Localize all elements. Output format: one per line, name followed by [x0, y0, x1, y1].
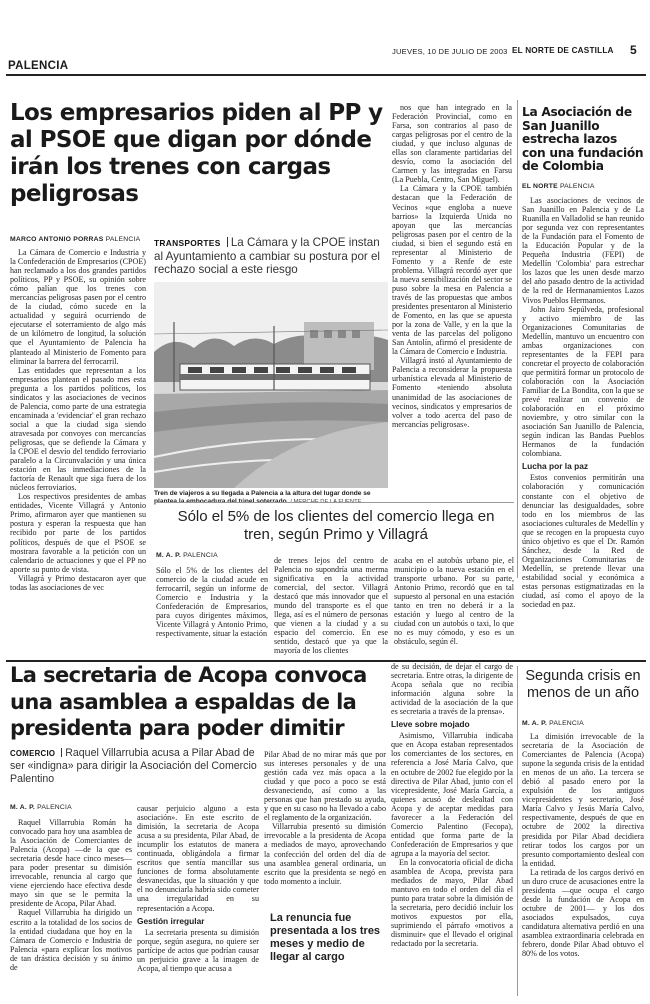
sidebar1-author: EL NORTE [522, 183, 558, 190]
article3-subhead-2: Lleve sobre mojado [391, 719, 470, 730]
sidebar2-paragraph: La retirada de los cargos derivó en un duro cruce de acusaciones entre la presidenta —que ocupa el cargo desde la fundación de Acopa en octubre de 2001— y los dos asociados expulsados, cuya candidatura alternativa perdió en una asamblea extraordinaria celebrada en febrero, donde Pilar Abad obtuvo el 80% de los votos. [522, 867, 644, 959]
article3-paragraph: causar perjuicio alguno a esta asociación». En este escrito de dimisión, la secretaria de Acopa acusa a su presidenta, Pilar Abad, de incumplir los estatutos de manera continuada, obligándola a firmar escritos que sentía mancillar sus funciones de forma absolutamente desvanecidas, que la situación y que el no denunciarla habría sido cometer una irregularidad en su representación a Acopa. [137, 804, 259, 913]
train-station-illustration [154, 282, 388, 488]
article1-paragraph: nos que han integrado en la Federación Provincial, como en Farsa, son contrarios al paso de cargas peligrosas por el centro de la ciudad, y que incluso algunas de ellas son claramente partidarias del desvío, como la asociación del Carmen y las integradas en Farsu (La Puebla, Centro, San Miguel). [392, 103, 512, 185]
article1-byline [10, 236, 140, 243]
article1-paragraph: Las entidades que representan a los empresarios plantean el pasado mes esta pregunta a los partidos políticos, los sindicatos y las asociaciones de vecinos de Palencia, como parte de una estrategia encaminada a 'evidenciar' el gran rechazo social a que la ciudad siga siendo atravesada por convoyes con mercancías peligrosas, que se defiende la Cámara y la CPOE el desvío del tendido ferroviario paralelo a la Circunvalación y una única estación en las inmediaciones de la factoría de Renault que siga fuera de los núcleos ferroviarios. [10, 365, 146, 493]
article2-author: M. A. P. [156, 552, 182, 559]
article1-place: PALENCIA [105, 236, 141, 243]
article1-kicker-divider [227, 237, 228, 247]
article2-column-1: Sólo el 5% de los clientes del comercio de la ciudad acude en ferrocarril, según un informe de Comercio e Industria y la Confederación de Empresarios, para cuyos dirigentes máximos, Vicente Villagrá y Antonio Primo, respectivamente, situar la estación [156, 566, 268, 639]
article3-paragraph: de su decisión, de dejar el cargo de secretaria. Entre otras, la dirigente de Acopa señala que no recibía información alguna sobre la actividad de la asociación de la que es secretaria a través de la prensa». [391, 662, 513, 717]
sidebar2-paragraph: La dimisión irrevocable de la secretaria de la Asociación de Comerciantes de Palencia (Acopa) supone la segunda crisis de la entidad en menos de un año. La tercera se debió al pasado enero por la expulsión de los antiguos vicepresidentes y secretario, José María Calvo y Jesús María Calvo, respectivamente, después de que en octubre de 2002 la directiva presidida por Pilar Abad decidiera retirar todos los cargos por un presunto comportamiento desleal con la entidad. [522, 732, 644, 868]
article3-paragraph: La secretaria presenta su dimisión porque, según asegura, no quiere ser partícipe de actos que podrían causar un perjuicio grave a la imagen de Acopa, al tiempo que acusa a [137, 927, 259, 973]
sidebar1-paragraph: Estos convenios permitirán una colaboración y comunicación constante con el objetivo de denunciar las desigualdades, sobre todo en los miembros de las asociaciones culturales de Medellín y que se recogen en la propuesta cuyo único objetivo es que el Dr. Ramón Sánchez, desde la Red de Organizaciones Comunitarias de Medellín, se pretende llevar una estabilidad social y económica a estas personas estigmatizadas en la ciudad, así como el apoyo de la sociedad en paz. [522, 473, 644, 610]
page-header [6, 44, 644, 62]
article3-paragraph: Asimismo, Villarrubia indicaba que en Acopa estaban representados los comerciantes de los sectores, en referencia a José María Calvo, que en octubre de 2002 fue elegido por la directiva de Pilar Abad, junto con el vicepresidente, José María García, a quienes acusó de deslealtad con Acopa y de aceptar medidas para favorecer a la Federación del Comercio Palentino (Fecopa), entidad que forma parte de la Confederación de Empresarios y que agrupa a la mayoría del sector. [391, 731, 513, 858]
article2-top-rule [154, 502, 514, 503]
article3-headline: La secretaria de Acopa convoca una asamblea a espaldas de la presidenta para poder dimitir [10, 663, 367, 740]
article3-author: M. A. P. [10, 804, 36, 811]
sidebar1-paragraph: Las asociaciones de vecinos de San Juanillo en Palencia y de La Ruanilla en Valladolid se han reunido por segunda vez con representantes de la Fundación para el Fomento de la Educación Popular y de la Pequeña Industria (FEPI) de Medellín 'Colombia' para estrechar los lazos que les unen desde marzo del año pasado dentro de la actividad de la red de Hermanamientos Lazos Vivos Pueblos Hermanos. [522, 196, 644, 305]
article3-place: PALENCIA [37, 804, 72, 811]
article2-column-2: de trenes lejos del centro de Palencia no supondría una merma significativa en la actividad comercial, del sector. Villagrá destacó que más innovador que el mundo del transporte es el que llega, así es el número de personas que vienen a la ciudad y a su espacio del comercio. En ese sentido, destacó que ya que la mayoría de los clientes [274, 556, 388, 656]
article3-column-4 [391, 662, 513, 996]
article3-paragraph: Raquel Villarrubia ha dirigido un escrito a la totalidad de los socios de la entidad ciudadana que hoy en la Cámara de Comercio e Industria de Palencia «para explicar los motivos de tan drástica decisión y su ánimo de [10, 908, 132, 972]
sidebar2-place: PALENCIA [549, 720, 584, 727]
article2-column-3: acaba en el autobús urbano pie, el municipio o la nueva estación en el transporte urbano. Por su parte, Antonio Primo, recordó que en tal supuesto al personal en una estación tanto en tren no deberá ir a la estación y luego al centro de la ciudad con un autobús o taxi, lo que no es muy cómodo, y eso es un obstáculo, según él. [394, 556, 514, 647]
article3-byline [10, 804, 72, 811]
sidebar2-divider [517, 666, 518, 996]
article1-headline: Los empresarios piden al PP y al PSOE que digan por dónde irán los trenes con cargas peligrosas [10, 100, 383, 207]
article3-paragraph: En la convocatoria oficial de dicha asamblea de Acopa, prevista para mediados de mayo, Pilar Abad mantuvo en todo el orden del día el punto para tratar sobre la dimisión de la secretaria, pero decidió incluir los motivos expuestos por ella, suprimiendo el párrafo «motivos a disminuir» que el llevado el original redactado por la secretaria. [391, 857, 513, 949]
sidebar1-headline: La Asociación de San Juanillo estrecha lazos con una fundación de Colombia [522, 105, 644, 174]
article3-kicker-divider [61, 748, 62, 757]
article1-paragraph: Villagrá instó al Ayuntamiento de Palencia a reconsiderar la propuesta urbanística elevada al Ministerio de Fomento «teniendo absoluta unanimidad de las asociaciones de vecinos, sindicatos y empresarios de volver a todo acerca del paso de mercancías peligrosas». [392, 356, 512, 429]
section-title: PALENCIA [8, 60, 69, 72]
article3-deck [10, 747, 260, 785]
sidebar2-body [522, 732, 644, 996]
article3-column-1 [10, 818, 132, 996]
sidebar1-place: PALENCIA [559, 183, 595, 190]
article2-place: PALENCIA [183, 552, 218, 559]
article3-paragraph: Raquel Villarrubia Román ha convocado para hoy una asamblea de la Asociación de Comerciantes de Palencia (Acopa) —de la que es secretaria desde hace cinco meses— para poder presentar su dimisión irrevocable, renuncia al cargo que viene ejerciendo hace efectiva desde mayo sin que se le permita la presidente de Acopa, Pilar Abad. [10, 818, 132, 909]
article1-photo-caption [154, 490, 388, 506]
header-date: JUEVES, 10 DE JULIO DE 2003 [392, 47, 508, 56]
sidebar2-byline [522, 720, 584, 727]
sidebar1-subhead: Lucha por la paz [522, 461, 589, 472]
article1-author: MARCO ANTONIO PORRAS [10, 236, 104, 243]
article1-paragraph: La Cámara y la CPOE también destacan que la Federación de Vecinos «que engloba a nueve barrios» la Izquierda Unida no apoyan que las mercancías peligrosas pasen por el centro de la ciudad, si bien el segundo está en representar al Ministerio de Fomento y a Renfe de este problema. Villagrá recordó ayer que la nueva sensibilización del sector se puso sobre la mesa en Palencia a través de las propuestas que ambos presidentes presentaron al Ministerio de Fomento, en las que se apuesta por la zona de Valle, y en la que la venta de las parcelas del polígono San Antolín, afirmó el presidente de la Cámara de Comercio e Industria. [392, 184, 512, 357]
article3-deck-text: Raquel Villarrubia acusa a Pilar Abad de ser «indigna» para dirigir la Asociación del Comercio Palentino [10, 747, 257, 785]
article2-headline: Sólo el 5% de los clientes del comercio llega en tren, según Primo y Villagrá [177, 508, 495, 543]
article1-photo [154, 282, 388, 488]
article1-deck-text: La Cámara y la CPOE instan al Ayuntamiento a cambiar su postura por el rechazo social a este riesgo [154, 236, 380, 276]
sidebar2-headline: Segunda crisis en menos de un año [525, 668, 641, 701]
sidebar1-divider [517, 100, 518, 578]
article1-paragraph: La Cámara de Comercio e Industria y la Confederación de Empresarios (CPOE) han reclamado a los dos grandes partidos políticos, PP y PSOE, su opinión sobre cómo palían que los trenes con mercancías peligrosas pasen por el centro de la ciudad, cómo sucede en la actualidad y seguirá ocurriendo de ejecutarse el soterramiento de algo más de un kilómetro de longitud, la solución que el Ayuntamiento de Palencia ha planteado al Ministerio de Fomento para eliminar la barrera del ferrocarril. [10, 248, 146, 366]
article1-deck [154, 236, 388, 276]
article3-paragraph: Pilar Abad de no mirar más que por sus intereses personales y de una gestión cada vez más opaca a la ciudad y que poco a poco se está desvaneciendo, así como a las personas que han prestado su ayuda, y que en su caso no ha llevado a cabo el reglamento de la organización. [264, 750, 386, 823]
article1-kicker: TRANSPORTES [154, 238, 221, 248]
article3-column-2 [137, 804, 259, 996]
sidebar1-body [522, 196, 644, 610]
article1-column-2 [392, 103, 512, 485]
sidebar1-paragraph: John Jairo Sepúlveda, profesional y activo miembro de las Organizaciones Comunitarias de Medellín, mantuvo un encuentro con ambas organizaciones con representantes de la FEPI para concretar el proyecto de colaboración que permitirá formar un protocolo de colaboración con la Asociación Familiar de La Bondita, con la que se prevé realizar un convenio de colaboración en el próximo noviembre, y otro similar con la asociación San Juanillo de Palencia, según indican las Bandas Pueblos Hermanos de la fundación colombiana. [522, 304, 644, 459]
article1-column-1 [10, 248, 146, 592]
article3-paragraph: Villarrubia presentó su dimisión irrevocable a la presidenta de Acopa a mediados de mayo, aprovechando la confección del orden del día de una asamblea general ordinaria, un escrito que la presidenta se negó en todo momento a incluir. [264, 822, 386, 886]
sidebar1-byline [522, 183, 595, 190]
article1-paragraph: Villagrá y Primo destacaron ayer que todas las asociaciones de vec [10, 573, 146, 592]
article3-kicker: COMERCIO [10, 749, 56, 758]
header-paper: EL NORTE DE CASTILLA [512, 46, 614, 55]
article3-column-3 [264, 750, 386, 910]
article3-subhead-1: Gestión irregular [137, 915, 205, 926]
header-rule [6, 74, 646, 76]
article1-paragraph: Los respectivos presidentes de ambas entidades, Vicente Villagrá y Antonio Primo, afirmaron ayer que mantienen su postura y esperan la respuesta que han recibido por parte de los partidos políticos, después de que el PSOE se mostrara favorable a la petición con un calendario de actuaciones y que el PP no aporte su punto de vista. [10, 492, 146, 574]
article2-byline [156, 552, 218, 559]
article3-pullquote: La renuncia fue presentada a los tres meses y medio de llegar al cargo [270, 912, 381, 963]
header-page-number: 5 [630, 43, 637, 57]
article1-caption-text: Tren de viajeros a su llegada a Palencia a la altura del lugar donde se [154, 490, 371, 497]
sidebar2-author: M. A. P. [522, 720, 548, 727]
